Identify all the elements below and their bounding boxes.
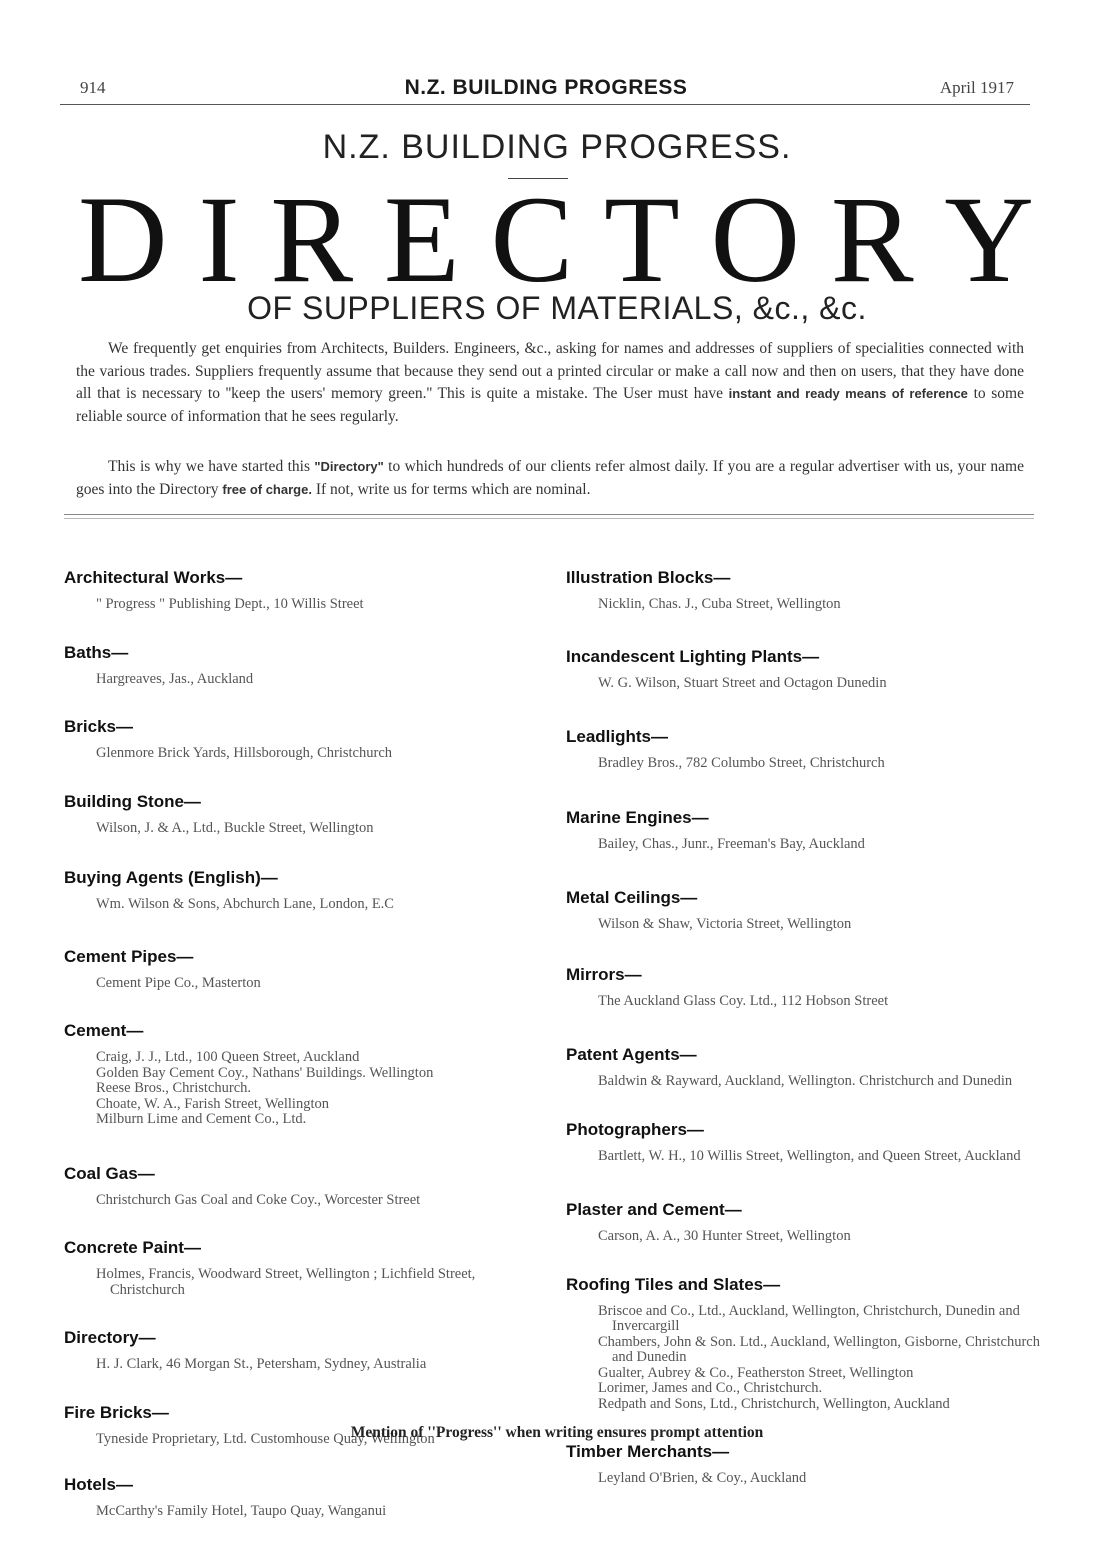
supplier-line: Christchurch Gas Coal and Coke Coy., Worcester Street — [96, 1191, 421, 1208]
supplier-list — [64, 1357, 524, 1373]
header-rule — [60, 104, 1030, 105]
running-title: N.Z. BUILDING PROGRESS — [404, 76, 688, 99]
intro-text-run: If not, write us for terms which are nominal. — [311, 480, 591, 498]
category-heading: Patent Agents— — [566, 1045, 697, 1064]
directory-entry — [566, 647, 1056, 692]
right-column — [566, 538, 1056, 1487]
directory-entry — [64, 1021, 524, 1128]
title-letter: C — [490, 171, 574, 308]
category-heading: Hotels— — [64, 1475, 133, 1494]
supplier-line: Milburn Lime and Cement Co., Ltd. — [96, 1111, 307, 1127]
intro-bold-run: "Directory" — [314, 459, 384, 474]
supplier-list — [64, 1267, 524, 1298]
category-heading: Directory— — [64, 1328, 156, 1347]
supplier-line: Tyneside Proprietary, Ltd. Customhouse Quay, Wellington — [96, 1430, 435, 1447]
supplier-list — [64, 1193, 524, 1209]
supplier-line: Reese Bros., Christchurch. — [96, 1080, 252, 1096]
supplier-line: Lorimer, James and Co., Christchurch. — [598, 1380, 823, 1396]
title-letter: R — [270, 171, 354, 308]
intro-text-run: to which hundreds of our clients refer almost daily. If you are a regular advertiser with us, your name goes into the Directory — [76, 458, 1024, 498]
supplier-line: Golden Bay Cement Coy., Nathans' Buildings. Wellington — [96, 1064, 434, 1081]
intro-bold-run: free of charge. — [222, 481, 312, 497]
category-heading: Buying Agents (English)— — [64, 868, 278, 887]
supplier-list — [566, 756, 1056, 772]
supplier-line: Wilson & Shaw, Victoria Street, Wellington — [598, 916, 852, 932]
supplier-line: Wilson, J. & A., Ltd., Buckle Street, Wellington — [96, 819, 374, 836]
supplier-line: Leyland O'Brien, & Coy., Auckland — [598, 1470, 807, 1486]
supplier-list — [566, 1149, 1056, 1165]
directory-entry — [566, 1120, 1056, 1165]
category-heading: Roofing Tiles and Slates— — [566, 1274, 781, 1294]
section-rule — [64, 518, 1034, 519]
intro-paragraph-2 — [76, 456, 1024, 501]
supplier-line: Bartlett, W. H., 10 Willis Street, Wellington, and Queen Street, Auckland — [598, 1147, 1021, 1164]
directory-entry — [566, 965, 1056, 1010]
directory-entry — [566, 1045, 1056, 1090]
directory-subtitle: OF SUPPLIERS OF MATERIALS, &c., &c. — [247, 290, 867, 326]
category-heading: Concrete Paint— — [64, 1238, 201, 1257]
directory-entry — [566, 888, 1056, 933]
supplier-line: Hargreaves, Jas., Auckland — [96, 670, 254, 687]
supplier-list — [566, 597, 1056, 613]
left-column — [64, 538, 524, 1520]
supplier-line: Carson, A. A., 30 Hunter Street, Wellington — [598, 1228, 851, 1244]
directory-entry — [64, 1238, 524, 1298]
directory-entry — [566, 1275, 1056, 1413]
supplier-list — [64, 672, 524, 688]
supplier-list — [566, 917, 1056, 933]
section-rule — [64, 514, 1034, 515]
intro-text-2 — [76, 456, 1024, 501]
intro-bold-run: instant and ready means of reference — [728, 386, 968, 401]
intro-text-run: We frequently get enquiries from Architects, Builders. Engineers, &c., asking for names and addresses of suppliers of specialities connected with the various trades. Suppliers frequently assume that because they send out a printed circular or make a call now and then on users, that they have done all that is necessary to ''keep the users' memory green.'' This is quite a mistake. The User must have — [76, 340, 1024, 402]
supplier-line: Cement Pipe Co., Masterton — [96, 974, 261, 991]
supplier-list — [566, 1471, 1056, 1487]
supplier-list — [64, 746, 524, 762]
title-letter: Y — [944, 171, 1034, 308]
supplier-line: " Progress " Publishing Dept., 10 Willis Street — [96, 596, 364, 612]
page-number: 914 — [80, 78, 106, 97]
supplier-line: McCarthy's Family Hotel, Taupo Quay, Wanganui — [96, 1503, 387, 1519]
directory-entry — [64, 717, 524, 762]
supplier-list — [566, 837, 1056, 853]
directory-entry — [566, 1442, 1056, 1487]
category-heading: Metal Ceilings— — [566, 888, 698, 907]
supplier-line: Glenmore Brick Yards, Hillsborough, Christchurch — [96, 745, 393, 761]
directory-entry — [64, 1475, 524, 1520]
masthead: N.Z. BUILDING PROGRESS. — [322, 128, 792, 166]
directory-entry — [566, 1200, 1056, 1245]
supplier-line: The Auckland Glass Coy. Ltd., 112 Hobson Street — [598, 992, 889, 1009]
running-header — [60, 76, 1032, 102]
directory-entry — [64, 792, 524, 837]
title-letter: I — [198, 171, 240, 308]
intro-text-run: This is why we have started this — [108, 458, 315, 475]
title-letter: R — [830, 171, 914, 308]
category-heading: Bricks— — [64, 717, 133, 736]
category-heading: Architectural Works— — [64, 568, 243, 587]
title-letter: E — [383, 171, 460, 308]
supplier-list — [64, 1504, 524, 1520]
category-heading: Baths— — [64, 642, 129, 662]
directory-entry — [64, 1164, 524, 1209]
category-heading: Leadlights— — [566, 727, 669, 746]
supplier-line: Bailey, Chas., Junr., Freeman's Bay, Auckland — [598, 835, 865, 852]
supplier-list — [566, 1229, 1056, 1245]
category-heading: Cement Pipes— — [64, 946, 194, 966]
category-heading: Cement— — [64, 1021, 144, 1040]
intro-text — [76, 338, 1024, 428]
issue-date: April 1917 — [939, 78, 1014, 97]
supplier-line: Wm. Wilson & Sons, Abchurch Lane, London, E.C — [96, 896, 394, 912]
supplier-list — [566, 994, 1056, 1010]
supplier-line: Gualter, Aubrey & Co., Featherston Street, Wellington — [598, 1364, 914, 1381]
category-heading: Marine Engines— — [566, 807, 709, 827]
directory-entry — [64, 947, 524, 992]
directory-entry — [566, 568, 1056, 613]
title-letter: D — [78, 171, 168, 308]
category-heading: Incandescent Lighting Plants— — [566, 646, 820, 666]
directory-entry — [566, 727, 1056, 772]
supplier-list — [64, 597, 524, 613]
supplier-list — [64, 821, 524, 837]
supplier-line: Chambers, John & Son. Ltd., Auckland, Wellington, Gisborne, Christchurch and Dunedin — [598, 1333, 1040, 1365]
title-letter: O — [710, 171, 801, 308]
directory-entry — [64, 643, 524, 688]
supplier-line: Holmes, Francis, Woodward Street, Wellington ; Lichfield Street, Christchurch — [96, 1266, 476, 1298]
supplier-line: Nicklin, Chas. J., Cuba Street, Wellington — [598, 596, 841, 612]
supplier-line: Bradley Bros., 782 Columbo Street, Christchurch — [598, 755, 885, 771]
category-heading: Mirrors— — [566, 964, 642, 984]
category-heading: Coal Gas— — [64, 1163, 155, 1183]
supplier-line: H. J. Clark, 46 Morgan St., Petersham, Sydney, Australia — [96, 1356, 427, 1372]
supplier-line: Baldwin & Rayward, Auckland, Wellington. Christchurch and Dunedin — [598, 1073, 1013, 1089]
category-heading: Fire Bricks— — [64, 1402, 169, 1422]
category-heading: Plaster and Cement— — [566, 1200, 742, 1219]
footer-notice: Mention of ''Progress'' when writing ensures prompt attention — [350, 1424, 764, 1441]
supplier-line: Redpath and Sons, Ltd., Christchurch, Wellington, Auckland — [598, 1395, 950, 1412]
supplier-list — [64, 1050, 524, 1128]
supplier-list — [64, 976, 524, 992]
supplier-list — [566, 1304, 1056, 1413]
supplier-list — [566, 676, 1056, 692]
category-heading: Illustration Blocks— — [566, 568, 731, 587]
supplier-line: Choate, W. A., Farish Street, Wellington — [96, 1095, 329, 1112]
supplier-line: W. G. Wilson, Stuart Street and Octagon Dunedin — [598, 674, 887, 691]
category-heading: Building Stone— — [64, 791, 201, 811]
directory-entry — [64, 568, 524, 613]
directory-entry — [64, 1328, 524, 1373]
supplier-list — [64, 897, 524, 913]
category-heading: Timber Merchants— — [566, 1442, 730, 1461]
supplier-line: Craig, J. J., Ltd., 100 Queen Street, Auckland — [96, 1049, 360, 1065]
directory-entry — [64, 868, 524, 913]
directory-entry — [566, 808, 1056, 853]
title-letter: T — [603, 171, 680, 308]
intro-text-run: to some reliable source of information that he sees regularly. — [76, 385, 1024, 425]
supplier-line: Briscoe and Co., Ltd., Auckland, Wellington, Christchurch, Dunedin and Invercargill — [598, 1302, 1020, 1334]
category-heading: Photographers— — [566, 1119, 704, 1139]
intro-paragraph-1 — [76, 338, 1024, 428]
supplier-list — [566, 1074, 1056, 1090]
